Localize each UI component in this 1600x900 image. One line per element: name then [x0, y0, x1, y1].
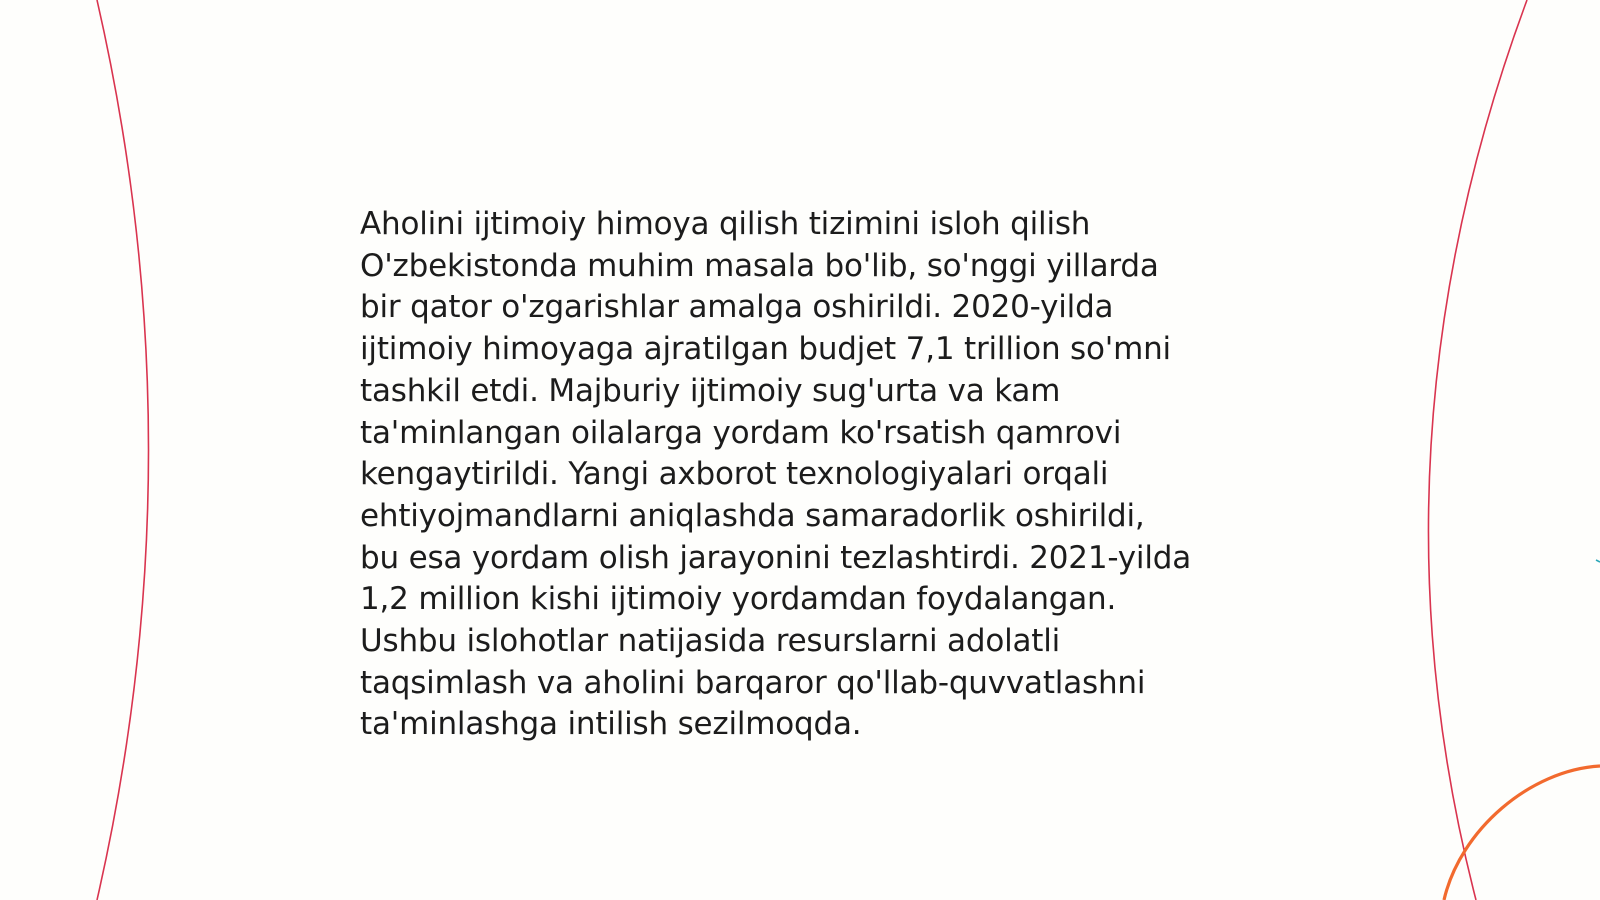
body-paragraph — [360, 204, 1240, 746]
paragraph-line: O'zbekistonda muhim masala bo'lib, so'nggi yillarda — [360, 247, 1159, 284]
paragraph-line: tashkil etdi. Majburiy ijtimoiy sug'urta va kam — [360, 372, 1061, 409]
paragraph-line: ta'minlangan oilalarga yordam ko'rsatish qamrovi — [360, 414, 1122, 451]
left-red-arc — [97, 0, 149, 900]
teal-edge-mark — [1596, 560, 1600, 562]
paragraph-line: ijtimoiy himoyaga ajratilgan budjet 7,1 trillion so'mni — [360, 331, 1171, 368]
paragraph-line: taqsimlash va aholini barqaror qo'llab-quvvatlashni — [360, 664, 1146, 701]
paragraph-line: ta'minlashga intilish sezilmoqda. — [360, 706, 862, 743]
paragraph-line: bir qator o'zgarishlar amalga oshirildi. 2020-yilda — [360, 289, 1114, 326]
bottom-right-orange-arc — [1444, 766, 1600, 900]
paragraph-line: Aholini ijtimoiy himoya qilish tizimini isloh qilish — [360, 206, 1091, 242]
right-red-arc — [1428, 0, 1527, 900]
paragraph-line: kengaytirildi. Yangi axborot texnologiyalari orqali — [360, 456, 1109, 493]
paragraph-line: Ushbu islohotlar natijasida resurslarni adolatli — [360, 623, 1061, 660]
paragraph-line: 1,2 million kishi ijtimoiy yordamdan foydalangan. — [360, 581, 1117, 618]
paragraph-line: bu esa yordam olish jarayonini tezlashtirdi. 2021-yilda — [360, 539, 1192, 576]
paragraph-line: ehtiyojmandlarni aniqlashda samaradorlik oshirildi, — [360, 497, 1145, 534]
